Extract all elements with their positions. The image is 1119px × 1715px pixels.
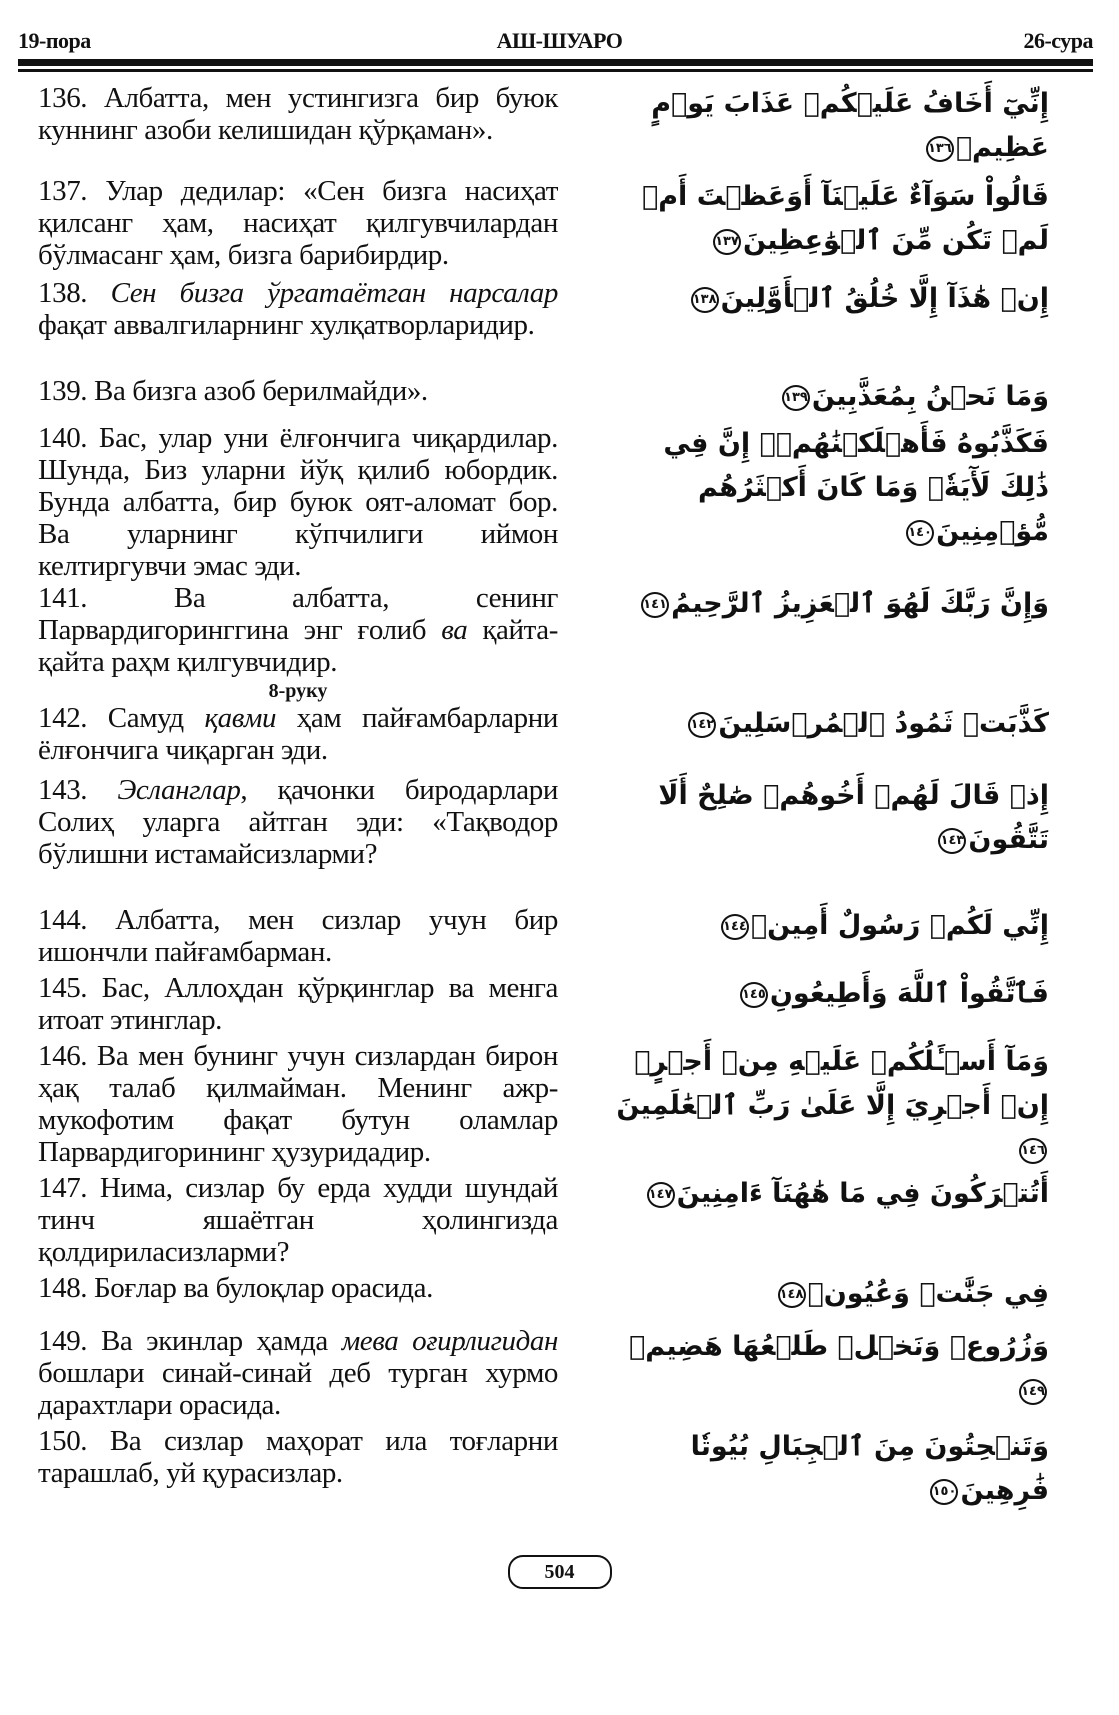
verse-translation-140 — [38, 422, 558, 582]
page-number: 504 — [508, 1555, 612, 1589]
ayah-number-marker: ١٣٨ — [691, 287, 719, 313]
verse-text: ҳам пайғамбарларни ёлғончига чиқарган эди. — [38, 702, 558, 766]
ayah-number-marker: ١٤٨ — [778, 1282, 806, 1308]
arabic-text: وَمَآ أَسۡـَٔلُكُمۡ عَلَيۡهِ مِنۡ أَجۡرٍۖ إِنۡ أَجۡرِيَ إِلَّا عَلَىٰ رَبِّ ٱلۡعَٰلَمِينَ — [616, 1046, 1049, 1121]
arabic-text: قَالُواْ سَوَآءٌ عَلَيۡنَآ أَوَعَظۡتَ أَمۡ لَمۡ تَكُن مِّنَ ٱلۡوَٰعِظِينَ — [642, 181, 1049, 256]
verse-row — [38, 375, 1049, 422]
verse-translation-137 — [38, 175, 558, 271]
italic-insert: Эсланглар — [117, 774, 241, 806]
arabic-text: كَذَّبَتۡ ثَمُودُ ٱلۡمُرۡسَلِينَ — [718, 708, 1049, 739]
ayah-number-marker: ١٤٦ — [1019, 1138, 1047, 1164]
verse-row — [38, 175, 1049, 277]
verse-row — [38, 277, 1049, 375]
verse-row — [38, 904, 1049, 972]
verse-row — [38, 1172, 1049, 1272]
verse-translation-147 — [38, 1172, 558, 1268]
arabic-text: فَٱتَّقُواْ ٱللَّهَ وَأَطِيعُونِ — [769, 978, 1049, 1009]
verse-translation-138 — [38, 277, 558, 341]
verse-translation-150 — [38, 1425, 558, 1489]
page-footer — [0, 1535, 1119, 1599]
verse-row — [38, 972, 1049, 1040]
verse-translation-143 — [38, 774, 558, 870]
verse-text: 146. Ва мен бунинг учун сизлардан бирон ҳақ талаб қилмайман. Менинг ажр-мукофотим фақат бутун оламлар Парвардигорининг ҳузуридадир. — [38, 1040, 558, 1168]
verse-row — [38, 1425, 1049, 1535]
verse-arabic-138 — [609, 277, 1049, 321]
verse-row — [38, 582, 1049, 680]
verse-row — [38, 1272, 1049, 1325]
verse-arabic-137 — [609, 175, 1049, 263]
verse-translation-139 — [38, 375, 558, 407]
verse-translation-142 — [38, 702, 558, 766]
ayah-number-marker: ١٤٢ — [688, 712, 716, 738]
ayah-number-marker: ١٤٩ — [1019, 1379, 1047, 1405]
italic-insert: ва — [441, 614, 468, 646]
verse-row — [38, 422, 1049, 582]
verse-text: бошлари синай-синай деб турган хурмо дарахтлари орасида. — [38, 1357, 558, 1421]
ayah-number-marker: ١٤٤ — [721, 914, 749, 940]
arabic-text: إِنِّي لَكُمۡ رَسُولٌ أَمِينٞ — [750, 910, 1049, 941]
arabic-text: إِذۡ قَالَ لَهُمۡ أَخُوهُمۡ صَٰلِحٌ أَلَا تَتَّقُونَ — [658, 780, 1049, 855]
ruku-heading: 8-руку — [268, 680, 328, 702]
verse-text: қайта-қайта раҳм қилгувчидир. — [38, 614, 558, 678]
verse-text: 142. Самуд — [38, 702, 205, 734]
verse-text: 149. Ва экинлар ҳамда — [38, 1325, 342, 1357]
verse-text: 139. Ва бизга азоб берилмайди». — [38, 375, 428, 407]
verse-text: 138. — [38, 277, 111, 309]
ayah-number-marker: ١٣٧ — [713, 229, 741, 255]
verse-arabic-146 — [609, 1040, 1049, 1172]
italic-insert: мева оғирлигидан — [341, 1325, 558, 1357]
arabic-text: فَكَذَّبُوهُ فَأَهۡلَكۡنَٰهُمۡۚ إِنَّ فِي ذَٰلِكَ لَأٓيَةٗۖ وَمَا كَانَ أَكۡثَرُهُم مُّؤۡمِنِينَ — [663, 428, 1049, 547]
verse-text: 144. Албатта, мен сизлар учун бир ишончли пайғамбарман. — [38, 904, 558, 968]
verse-translation-145 — [38, 972, 558, 1036]
verse-translation-144 — [38, 904, 558, 968]
arabic-text: إِنۡ هَٰذَآ إِلَّا خُلُقُ ٱلۡأَوَّلِينَ — [720, 283, 1049, 314]
verse-arabic-148 — [609, 1272, 1049, 1316]
surah-number: 26-сура — [1023, 28, 1093, 53]
verse-text: 148. Боғлар ва булоқлар орасида. — [38, 1272, 433, 1304]
ayah-number-marker: ١٤١ — [641, 592, 669, 618]
ayah-number-marker: ١٣٩ — [782, 385, 810, 411]
verse-arabic-136 — [609, 82, 1049, 170]
italic-insert: Сен бизга ўргатаётган нарсалар — [110, 277, 558, 309]
verse-translation-149 — [38, 1325, 558, 1421]
verse-text: 137. Улар дедилар: «Сен бизга насиҳат қилсанг ҳам, насиҳат қилгувчилардан бўлмасанг ҳам, бизга барибирдир. — [38, 175, 558, 271]
verse-arabic-142 — [609, 702, 1049, 746]
arabic-text: أَتُتۡرَكُونَ فِي مَا هَٰهُنَآ ءَامِنِينَ — [676, 1178, 1049, 1209]
verses-container — [38, 0, 1049, 1599]
verse-text: фақат аввалгиларнинг хулқатворларидир. — [38, 309, 535, 341]
verse-row — [38, 702, 1049, 774]
verse-row — [38, 82, 1049, 175]
juz-label: 19-пора — [18, 28, 91, 53]
verse-translation-141 — [38, 582, 558, 678]
verse-text: 145. Бас, Аллоҳдан қўрқинглар ва менга итоат этинглар. — [38, 972, 558, 1036]
ayah-number-marker: ١٤٧ — [647, 1182, 675, 1208]
verse-arabic-143 — [609, 774, 1049, 862]
verse-row — [38, 1040, 1049, 1172]
surah-title: АШ-ШУАРО — [496, 28, 623, 53]
verse-arabic-145 — [609, 972, 1049, 1016]
verse-text: 140. Бас, улар уни ёлғончига чиқардилар. Шунда, Биз уларни йўқ қилиб юбордик. Бунда албатта, бир буюк оят-аломат бор. Ва уларнинг кўпчилиги иймон келтиргувчи эмас эди. — [38, 422, 558, 582]
verse-row — [38, 774, 1049, 904]
verse-arabic-139 — [609, 375, 1049, 419]
verse-translation-136 — [38, 82, 558, 146]
arabic-text: فِي جَنَّٰتٖ وَعُيُونٖ — [807, 1278, 1049, 1309]
verse-text: 150. Ва сизлар маҳорат ила тоғларни тарашлаб, уй қурасизлар. — [38, 1425, 558, 1489]
arabic-text: وَإِنَّ رَبَّكَ لَهُوَ ٱلۡعَزِيزُ ٱلرَّحِيمُ — [671, 588, 1049, 619]
verse-arabic-144 — [609, 904, 1049, 948]
arabic-text: إِنِّيٓ أَخَافُ عَلَيۡكُمۡ عَذَابَ يَوۡمٍ عَظِيمٖ — [651, 88, 1049, 163]
verse-arabic-147 — [609, 1172, 1049, 1216]
verse-text: 143. — [38, 774, 118, 806]
verse-text: 136. Албатта, мен устингизга бир буюк куннинг азоби келишидан қўрқаман». — [38, 82, 558, 146]
ayah-number-marker: ١٤٣ — [938, 828, 966, 854]
verse-text: 141. Ва албатта, сенинг Парвардигоринггина энг ғолиб — [38, 582, 558, 646]
arabic-text: وَتَنۡحِتُونَ مِنَ ٱلۡجِبَالِ بُيُوتٗا فَٰرِهِينَ — [690, 1431, 1049, 1506]
verse-arabic-149 — [609, 1325, 1049, 1413]
verse-translation-148 — [38, 1272, 558, 1304]
verse-arabic-150 — [609, 1425, 1049, 1513]
arabic-text: وَزُرُوعٖ وَنَخۡلٖ طَلۡعُهَا هَضِيمٞ — [629, 1331, 1049, 1362]
ayah-number-marker: ١٣٦ — [926, 136, 954, 162]
verse-translation-146 — [38, 1040, 558, 1168]
verse-row — [38, 1325, 1049, 1425]
italic-insert: қавми — [204, 702, 277, 734]
verse-text: , қачонки биродарлари Солиҳ уларга айтган эди: «Тақводор бўлишни истамайсизларми? — [38, 774, 558, 870]
ayah-number-marker: ١٥٠ — [930, 1479, 958, 1505]
verse-arabic-141 — [609, 582, 1049, 626]
verse-arabic-140 — [609, 422, 1049, 554]
verse-text: 147. Нима, сизлар бу ерда худди шундай тинч яшаётган ҳолингизда қолдириласизларми? — [38, 1172, 558, 1268]
ayah-number-marker: ١٤٥ — [740, 982, 768, 1008]
ayah-number-marker: ١٤٠ — [906, 520, 934, 546]
arabic-text: وَمَا نَحۡنُ بِمُعَذَّبِينَ — [811, 381, 1049, 412]
